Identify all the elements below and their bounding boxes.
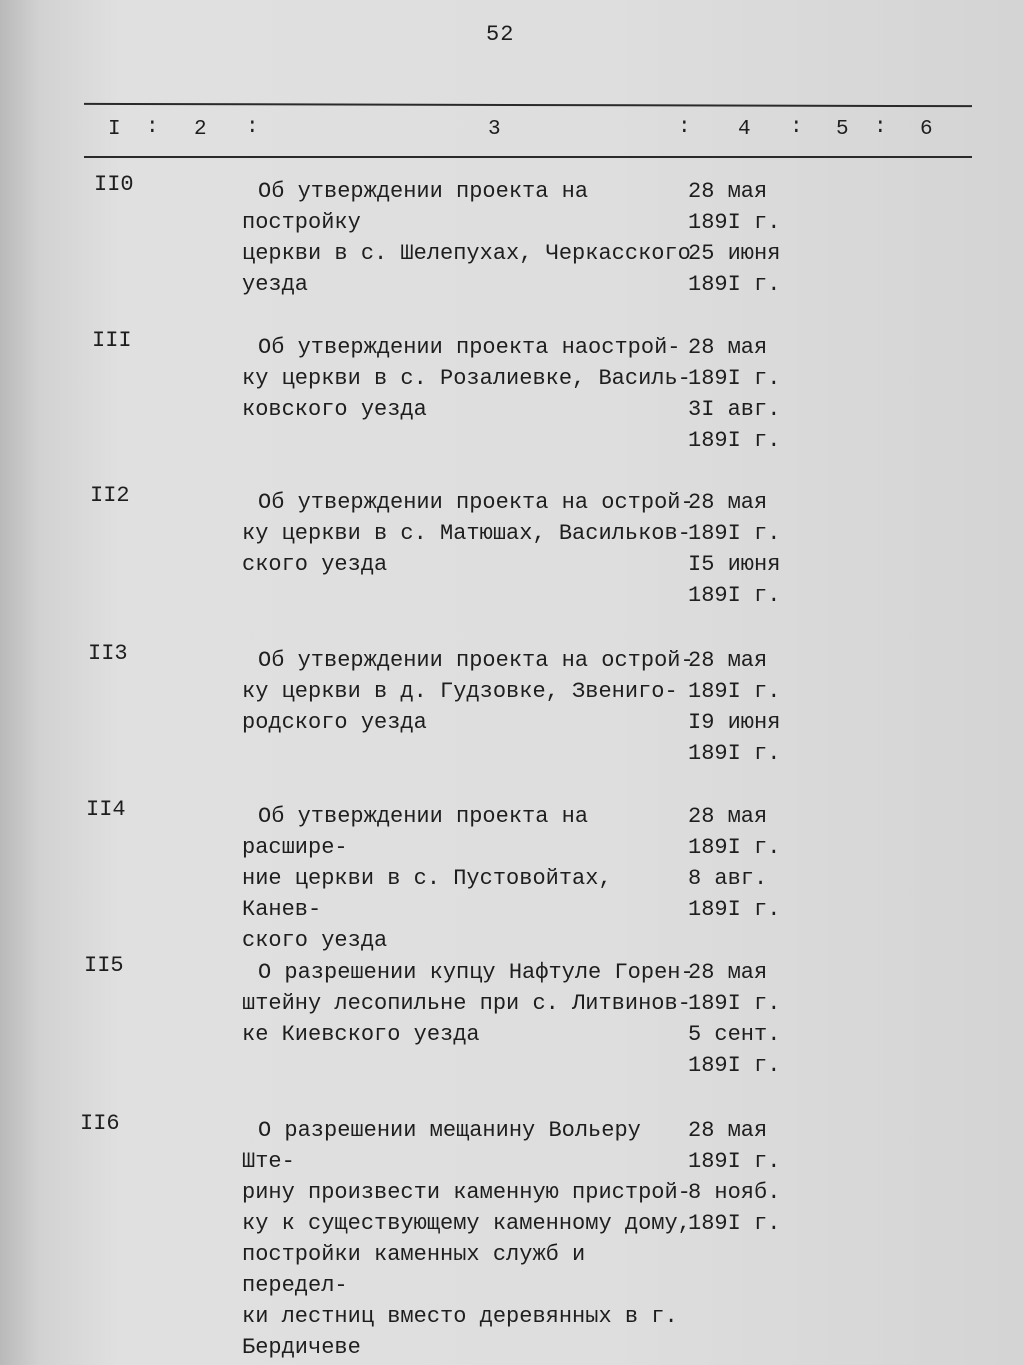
entry-title: Об утверждении проекта на постройку церкви в с. Шелепухах, Черкасского уезда — [242, 179, 691, 297]
column-header-1: I — [108, 118, 121, 141]
entry-dates: 28 мая 189I г. 25 июня 189I г. — [688, 179, 781, 297]
entry-number: II4 — [86, 797, 126, 822]
entry-title: О разрешении купцу Нафтуле Горен- штейну лесопильне при с. Литвинов- ке Киевского уезда — [242, 960, 694, 1047]
column-separator: : — [246, 116, 259, 139]
entry-dates: 28 мая 189I г. I5 июня 189I г. — [688, 490, 781, 608]
entry-dates: 28 мая 189I г. 3I авг. 189I г. — [688, 335, 781, 453]
entry-title: Об утверждении проекта на острой- ку церкви в д. Гудзовке, Звениго- родского уезда — [242, 648, 694, 735]
column-header-6: 6 — [920, 118, 933, 141]
entry-title: О разрешении мещанину Вольеру Ште- рину произвести каменную пристрой- ку к существующему каменному дому, постройки каменных служб и передел- ки лестниц вместо деревянных в г. Бердичеве — [242, 1118, 691, 1360]
column-header-2: 2 — [194, 118, 207, 141]
entry-dates: 28 мая 189I г. 8 нояб. 189I г. — [688, 1118, 781, 1236]
entry-dates: 28 мая 189I г. 8 авг. 189I г. — [688, 804, 781, 922]
entry-number: II5 — [84, 953, 124, 978]
entry-dates: 28 мая 189I г. I9 июня 189I г. — [688, 648, 781, 766]
entry-title: Об утверждении проекта наострой- ку церкви в с. Розалиевке, Василь- ковского уезда — [242, 335, 691, 422]
entry-number: II0 — [94, 172, 134, 197]
column-separator: : — [874, 116, 887, 139]
entry-number: II3 — [88, 641, 128, 666]
entry-number: II6 — [80, 1111, 120, 1136]
entry-title: Об утверждении проекта на расшире- ние церкви в с. Пустовойтах, Канев- ского уезда — [242, 804, 612, 953]
column-separator: : — [790, 116, 803, 139]
entry-number: II2 — [90, 483, 130, 508]
column-separator: : — [146, 116, 159, 139]
column-header-3: 3 — [488, 118, 501, 141]
header-rule-bottom — [84, 156, 972, 158]
page-number: 52 — [486, 22, 515, 47]
column-header-4: 4 — [738, 118, 751, 141]
column-header-5: 5 — [836, 118, 849, 141]
entry-number: III — [92, 328, 132, 353]
entry-dates: 28 мая 189I г. 5 сент. 189I г. — [688, 960, 781, 1078]
entry-title: Об утверждении проекта на острой- ку церкви в с. Матюшах, Васильков- ского уезда — [242, 490, 694, 577]
column-separator: : — [678, 116, 691, 139]
header-rule-top — [84, 103, 972, 107]
